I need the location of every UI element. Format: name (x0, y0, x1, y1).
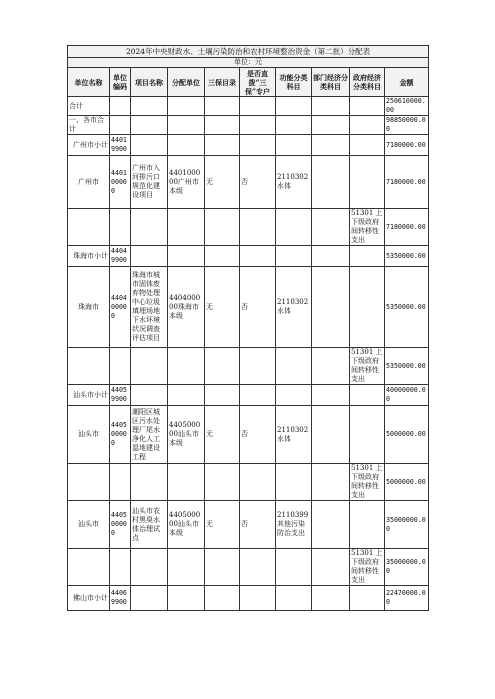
cell-unit-name: 合计 (68, 97, 110, 116)
cell-amount: 7180000.00 (385, 209, 429, 246)
table-row (68, 586, 429, 611)
cell-amount: 5350000.00 (385, 246, 429, 267)
cell-unit-name: 广州市小计 (68, 135, 110, 156)
cell-unit-name: 佛山市小计 (68, 586, 110, 611)
cell-gov-econ (350, 156, 385, 209)
cell-unit-code (110, 209, 131, 246)
cell-direct: 否 (240, 501, 276, 549)
cell-alloc-unit (168, 135, 205, 156)
cell-unit-code (110, 348, 131, 385)
cell-amount: 40000000.00 (385, 385, 429, 406)
cell-direct: 否 (240, 267, 276, 348)
cell-alloc-unit (168, 116, 205, 135)
cell-sanbao (205, 348, 240, 385)
cell-amount: 5350000.00 (385, 348, 429, 385)
cell-alloc-unit: 440500000汕头市本级 (168, 406, 205, 464)
table-row (68, 156, 429, 209)
table-row (68, 348, 429, 385)
cell-amount: 35000000.00 (385, 549, 429, 586)
cell-unit-name: 珠海市小计 (68, 246, 110, 267)
cell-func-class (276, 97, 312, 116)
cell-func-class (276, 586, 312, 611)
cell-alloc-unit (168, 348, 205, 385)
cell-dept-econ (312, 348, 350, 385)
cell-alloc-unit (168, 464, 205, 501)
cell-unit-name: 珠海市 (68, 267, 110, 348)
table-row (68, 406, 429, 464)
cell-gov-econ (350, 246, 385, 267)
cell-sanbao: 无 (205, 501, 240, 549)
cell-gov-econ: 51301 上下级政府间转移性支出 (351, 464, 383, 499)
table-row (68, 385, 429, 406)
cell-unit-code (110, 549, 131, 586)
cell-unit-name (68, 348, 110, 385)
cell-func-class (276, 135, 312, 156)
table-row (68, 464, 429, 501)
cell-func-class (276, 246, 312, 267)
cell-sanbao (205, 464, 240, 501)
cell-alloc-unit: 440500000汕头市本级 (168, 501, 205, 549)
cell-dept-econ (312, 267, 350, 348)
table-title: 2024年中央财政水、土壤污染防治和农村环境整治资金（第二批）分配表 (68, 46, 429, 58)
table-row (68, 246, 429, 267)
cell-gov-econ: 51301 上下级政府间转移性支出 (351, 209, 383, 244)
cell-func-class: 2110399其他污染防治支出 (276, 501, 312, 549)
cell-amount: 5000000.00 (385, 406, 429, 464)
cell-alloc-unit (168, 97, 205, 116)
cell-dept-econ (312, 385, 350, 406)
cell-gov-econ (350, 586, 385, 611)
cell-sanbao: 无 (205, 406, 240, 464)
cell-amount: 5350000.00 (385, 267, 429, 348)
cell-unit-name: 汕头市 (68, 501, 110, 549)
cell-func-class (276, 116, 312, 135)
cell-sanbao (205, 135, 240, 156)
cell-unit-code: 44069900 (110, 586, 131, 611)
cell-alloc-unit (168, 586, 205, 611)
cell-gov-econ (350, 267, 385, 348)
cell-func-class (276, 209, 312, 246)
cell-alloc-unit (168, 385, 205, 406)
cell-project-name (131, 116, 168, 135)
cell-dept-econ (312, 464, 350, 501)
cell-gov-econ (350, 501, 385, 549)
cell-direct (240, 348, 276, 385)
cell-func-class: 2110302水体 (276, 156, 312, 209)
cell-sanbao (205, 586, 240, 611)
cell-sanbao (205, 116, 240, 135)
cell-direct (240, 135, 276, 156)
cell-project-name (131, 97, 168, 116)
cell-project-name: 潮阳区城区污水处理厂尾水净化人工湿地建设工程 (131, 406, 168, 464)
cell-direct (240, 97, 276, 116)
cell-gov-econ (350, 406, 385, 464)
cell-sanbao (205, 246, 240, 267)
cell-unit-name: 汕头市 (68, 406, 110, 464)
header-direct: 是否直拨“三保”专户 (240, 68, 276, 97)
cell-direct: 否 (240, 406, 276, 464)
cell-project-name (131, 549, 168, 586)
cell-dept-econ (312, 246, 350, 267)
cell-gov-econ: 51301 上下级政府间转移性支出 (351, 549, 383, 584)
allocation-sheet (67, 45, 428, 611)
table-row (68, 501, 429, 549)
cell-gov-econ (350, 116, 385, 135)
cell-direct (240, 116, 276, 135)
cell-dept-econ (312, 406, 350, 464)
cell-dept-econ (312, 501, 350, 549)
cell-dept-econ (312, 135, 350, 156)
cell-direct: 否 (240, 156, 276, 209)
cell-dept-econ (312, 549, 350, 586)
cell-unit-code: 440100000 (110, 156, 131, 209)
cell-amount: 250610000.00 (385, 97, 429, 116)
cell-func-class (276, 464, 312, 501)
table-row (68, 209, 429, 246)
header-alloc-unit: 分配单位 (168, 68, 205, 97)
cell-amount: 7180000.00 (385, 135, 429, 156)
cell-unit-name: 广州市 (68, 156, 110, 209)
cell-sanbao (205, 385, 240, 406)
cell-func-class: 2110302水体 (276, 267, 312, 348)
table-row (68, 267, 429, 348)
table-row (68, 549, 429, 586)
unit-label: 单位：元 (68, 58, 429, 68)
cell-project-name (131, 246, 168, 267)
cell-gov-econ: 51301 上下级政府间转移性支出 (351, 348, 383, 383)
cell-alloc-unit: 440400000珠海市本级 (168, 267, 205, 348)
table-row (68, 97, 429, 116)
cell-direct (240, 385, 276, 406)
cell-project-name (131, 209, 168, 246)
header-unit-code: 单位编码 (110, 68, 131, 97)
header-func-class: 功能分类科目 (276, 68, 312, 97)
cell-unit-code (110, 116, 131, 135)
cell-sanbao: 无 (205, 156, 240, 209)
cell-amount: 7180000.00 (385, 156, 429, 209)
cell-unit-code: 440500000 (110, 501, 131, 549)
cell-sanbao (205, 209, 240, 246)
cell-unit-code: 440400000 (110, 267, 131, 348)
cell-unit-code (110, 97, 131, 116)
cell-dept-econ (312, 586, 350, 611)
cell-gov-econ (350, 97, 385, 116)
cell-func-class (276, 549, 312, 586)
cell-unit-code: 44019900 (110, 135, 131, 156)
cell-func-class: 2110302水体 (276, 406, 312, 464)
header-dept-econ: 部门经济分类科目 (312, 68, 350, 97)
header-project-name: 项目名称 (131, 68, 168, 97)
cell-alloc-unit: 440100000广州市本级 (168, 156, 205, 209)
cell-amount: 22470000.00 (385, 586, 429, 611)
cell-dept-econ (312, 209, 350, 246)
cell-unit-code: 440500000 (110, 406, 131, 464)
cell-unit-code: 44049900 (110, 246, 131, 267)
cell-project-name: 广州市入河排污口规范化建设项目 (131, 156, 168, 209)
table-row (68, 135, 429, 156)
cell-func-class (276, 348, 312, 385)
table-row (68, 116, 429, 135)
cell-gov-econ (350, 385, 385, 406)
cell-func-class (276, 385, 312, 406)
cell-unit-name (68, 549, 110, 586)
cell-project-name (131, 586, 168, 611)
cell-sanbao (205, 97, 240, 116)
cell-direct (240, 209, 276, 246)
cell-direct (240, 586, 276, 611)
header-unit-name: 单位名称 (68, 68, 110, 97)
cell-project-name: 汕头市农村黑臭水体治理试点 (131, 501, 168, 549)
allocation-table (67, 45, 429, 611)
cell-project-name (131, 464, 168, 501)
header-amount: 金额 (385, 68, 429, 97)
cell-direct (240, 464, 276, 501)
cell-unit-code (110, 464, 131, 501)
header-gov-econ: 政府经济分类科目 (350, 68, 385, 97)
cell-project-name (131, 348, 168, 385)
cell-unit-name: 汕头市小计 (68, 385, 110, 406)
cell-direct (240, 549, 276, 586)
cell-project-name: 珠海市城市固体废弃物处理中心垃圾填埋场地下水环境状况调查评估项目 (131, 267, 168, 348)
cell-project-name (131, 385, 168, 406)
cell-unit-name: 一、各市合计 (68, 116, 110, 135)
cell-sanbao (205, 549, 240, 586)
cell-alloc-unit (168, 549, 205, 586)
cell-unit-code: 44059900 (110, 385, 131, 406)
cell-project-name (131, 135, 168, 156)
cell-unit-name (68, 464, 110, 501)
cell-amount: 35000000.00 (385, 501, 429, 549)
cell-alloc-unit (168, 246, 205, 267)
cell-dept-econ (312, 116, 350, 135)
header-sanbao: 三保目录 (205, 68, 240, 97)
cell-unit-name (68, 209, 110, 246)
cell-dept-econ (312, 97, 350, 116)
cell-direct (240, 246, 276, 267)
cell-alloc-unit (168, 209, 205, 246)
cell-sanbao: 无 (205, 267, 240, 348)
cell-dept-econ (312, 156, 350, 209)
cell-amount: 5000000.00 (385, 464, 429, 501)
cell-amount: 98850000.00 (385, 116, 429, 135)
cell-gov-econ (350, 135, 385, 156)
